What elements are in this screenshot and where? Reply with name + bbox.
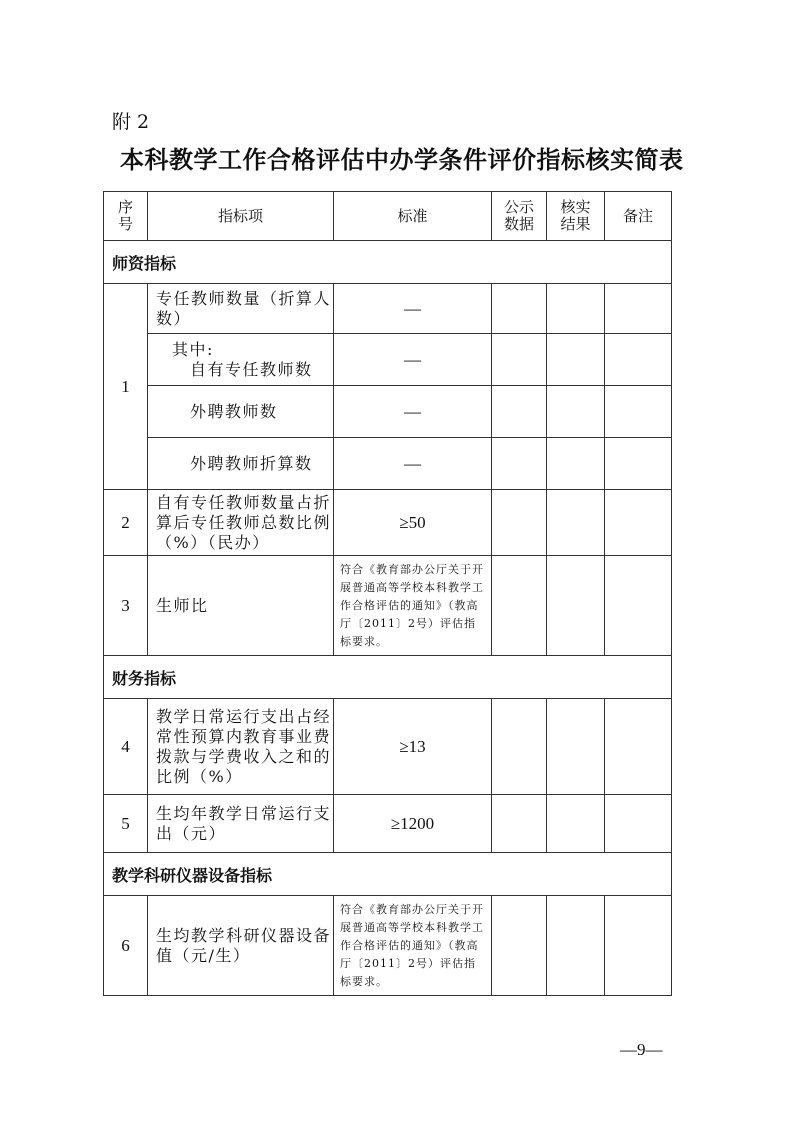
indicator-standard: —: [334, 334, 492, 386]
row-number: 4: [104, 699, 148, 795]
indicator-standard: ≥13: [334, 699, 492, 795]
table-row: [104, 386, 672, 438]
item-line: 其中:: [172, 339, 214, 359]
public-data-cell[interactable]: [492, 795, 547, 853]
public-data-cell[interactable]: [492, 896, 547, 996]
header-public-data: 公示 数据: [492, 192, 547, 241]
remarks-cell[interactable]: [605, 386, 672, 438]
header-standard: 标准: [334, 192, 492, 241]
verified-result-cell[interactable]: [547, 284, 605, 334]
header-verified-result: 核实 结果: [547, 192, 605, 241]
indicator-standard: 符合《教育部办公厅关于开展普通高等学校本科教学工作合格评估的通知》（教高厅〔2011〕2号）评估指标要求。: [334, 896, 492, 996]
header-remarks: 备注: [605, 192, 672, 241]
verified-result-cell[interactable]: [547, 334, 605, 386]
remarks-cell[interactable]: [605, 490, 672, 556]
page-number: —9—: [620, 1040, 663, 1059]
section-title: 财务指标: [104, 656, 672, 699]
remarks-cell[interactable]: [605, 896, 672, 996]
verified-result-cell[interactable]: [547, 386, 605, 438]
remarks-cell[interactable]: [605, 556, 672, 656]
section-title: 教学科研仪器设备指标: [104, 853, 672, 896]
verified-result-cell[interactable]: [547, 490, 605, 556]
remarks-cell[interactable]: [605, 795, 672, 853]
public-data-cell[interactable]: [492, 490, 547, 556]
indicator-standard: —: [334, 438, 492, 490]
verified-result-cell[interactable]: [547, 795, 605, 853]
row-number: 2: [104, 490, 148, 556]
table-row: [104, 490, 672, 556]
indicator-item: 生均年教学日常运行支出（元）: [148, 795, 334, 853]
indicator-item: [148, 334, 334, 386]
row-number: 5: [104, 795, 148, 853]
indicator-item: 自有专任教师数量占折算后专任教师总数比例（%）（民办）: [148, 490, 334, 556]
attachment-label: 附 2: [112, 111, 150, 133]
indicator-standard: ≥50: [334, 490, 492, 556]
indicator-table: [103, 191, 672, 996]
table-row: [104, 284, 672, 334]
indicator-standard: —: [334, 284, 492, 334]
indicator-item: 教学日常运行支出占经常性预算内教育事业费拨款与学费收入之和的比例（%）: [148, 699, 334, 795]
table-row: [104, 438, 672, 490]
public-data-cell[interactable]: [492, 334, 547, 386]
public-data-cell[interactable]: [492, 556, 547, 656]
section-row-finance: [104, 656, 672, 699]
row-number: 3: [104, 556, 148, 656]
public-data-cell[interactable]: [492, 386, 547, 438]
table-row: [104, 556, 672, 656]
section-title: 师资指标: [104, 241, 672, 284]
table-row: [104, 896, 672, 996]
section-row-faculty: [104, 241, 672, 284]
indicator-item: 生师比: [148, 556, 334, 656]
indicator-item: 外聘教师数: [148, 386, 334, 438]
indicator-standard: ≥1200: [334, 795, 492, 853]
item-line: 自有专任教师数: [190, 359, 313, 379]
section-row-equipment: [104, 853, 672, 896]
document-title: 本科教学工作合格评估中办学条件评价指标核实简表: [120, 145, 684, 174]
public-data-cell[interactable]: [492, 438, 547, 490]
verified-result-cell[interactable]: [547, 556, 605, 656]
verified-result-cell[interactable]: [547, 699, 605, 795]
public-data-cell[interactable]: [492, 284, 547, 334]
table-row: [104, 699, 672, 795]
row-number: 1: [104, 284, 148, 490]
header-no: 序 号: [104, 192, 148, 241]
remarks-cell[interactable]: [605, 334, 672, 386]
verified-result-cell[interactable]: [547, 438, 605, 490]
table-header-row: [104, 192, 672, 241]
remarks-cell[interactable]: [605, 438, 672, 490]
row-number: 6: [104, 896, 148, 996]
verified-result-cell[interactable]: [547, 896, 605, 996]
indicator-item: 生均教学科研仪器设备值（元/生）: [148, 896, 334, 996]
indicator-item: 专任教师数量（折算人数）: [148, 284, 334, 334]
indicator-standard: —: [334, 386, 492, 438]
public-data-cell[interactable]: [492, 699, 547, 795]
header-item: 指标项: [148, 192, 334, 241]
indicator-item: 外聘教师折算数: [148, 438, 334, 490]
table-row: [104, 795, 672, 853]
table-row: [104, 334, 672, 386]
remarks-cell[interactable]: [605, 284, 672, 334]
remarks-cell[interactable]: [605, 699, 672, 795]
indicator-standard: 符合《教育部办公厅关于开展普通高等学校本科教学工作合格评估的通知》（教高厅〔2011〕2号）评估指标要求。: [334, 556, 492, 656]
